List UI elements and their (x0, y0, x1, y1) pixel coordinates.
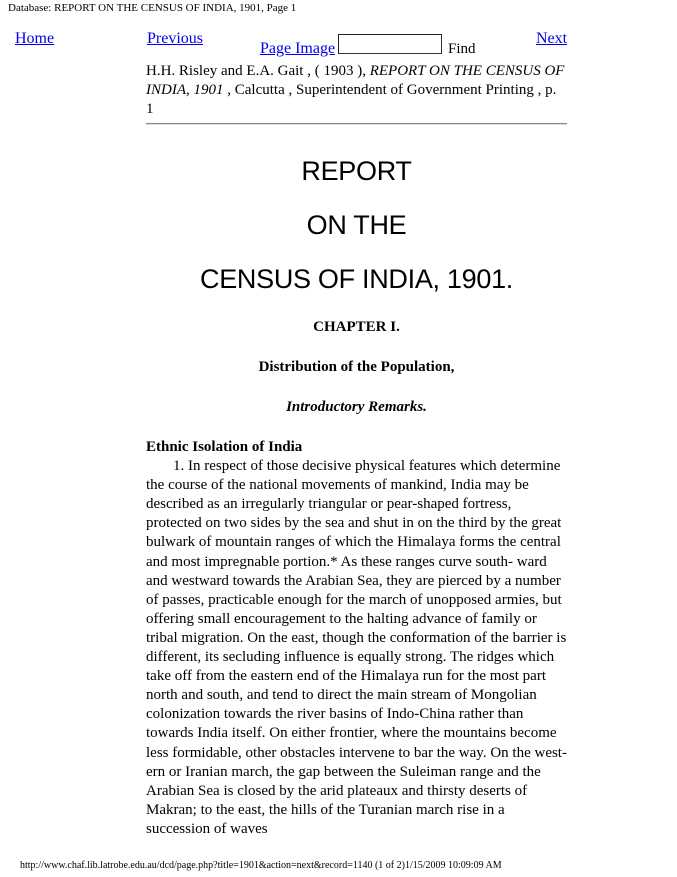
print-footer: http://www.chaf.lib.latrobe.edu.au/dcd/page.php?title=1901&action=next&record=1140 (1 of 2)1/15/2009 10:09:09 AM (20, 860, 502, 871)
previous-link[interactable]: Previous (147, 30, 203, 47)
subsection-heading: Introductory Remarks. (286, 399, 427, 415)
citation-authors: H.H. Risley and E.A. Gait , ( 1903 ), (146, 63, 370, 79)
home-link[interactable]: Home (15, 30, 55, 47)
citation-title: REPORT ON THE CENSUS OF INDIA, 1901 (146, 63, 565, 98)
document-title-line-2: ON THE (306, 210, 407, 240)
find-label: Find (448, 41, 476, 57)
next-link[interactable]: Next (536, 30, 568, 47)
document-title-line-1: REPORT (301, 156, 412, 186)
chapter-heading: CHAPTER I. (313, 319, 400, 335)
document-title-line-3: CENSUS OF INDIA, 1901. (200, 264, 513, 294)
body-text (146, 438, 569, 839)
citation-publisher: , Calcutta , Superintendent of Government Printing , p. 1 (146, 82, 557, 117)
print-header: Database: REPORT ON THE CENSUS OF INDIA, 1901, Page 1 (8, 2, 297, 14)
sub-heading: Ethnic Isolation of India (146, 439, 303, 455)
citation (146, 62, 566, 119)
page-image-link[interactable]: Page Image (260, 40, 336, 57)
divider (146, 123, 567, 125)
paragraph: 1. In respect of those decisive physical features which determine the course of the national movements of mankind, India may be described as an irregularly triangular or pear-shaped fortress, protected on two sides by the sea and shut in on the third by the great bulwark of mountain ranges of which the Himalaya forms the central and most impregnable portion.* As these ranges curve south- ward and westward towards the Arabian Sea, they are pierced by a number of passes, practicable enough for the march of unopposed armies, but offering small encouragement to the halting advance of family or tribal migration. On the east, though the conformation of the barrier is different, its secluding influence is equally strong. The ridges which take off from the eastern end of the Himalaya run for the most part north and south, and tend to direct the main stream of Mongolian colonization towards the river basins of Indo-China rather than towards India itself. On either frontier, where the mountains become less formidable, other obstacles intervene to bar the way. On the west- ern or Iranian march, the gap between the Suleiman range and the Arabian Sea is closed by the arid plateaux and thirsty deserts of Makran; to the east, the hills of the Turanian march rise in a succession of waves (146, 458, 567, 837)
section-heading: Distribution of the Population, (258, 359, 455, 375)
find-input[interactable] (338, 34, 442, 54)
